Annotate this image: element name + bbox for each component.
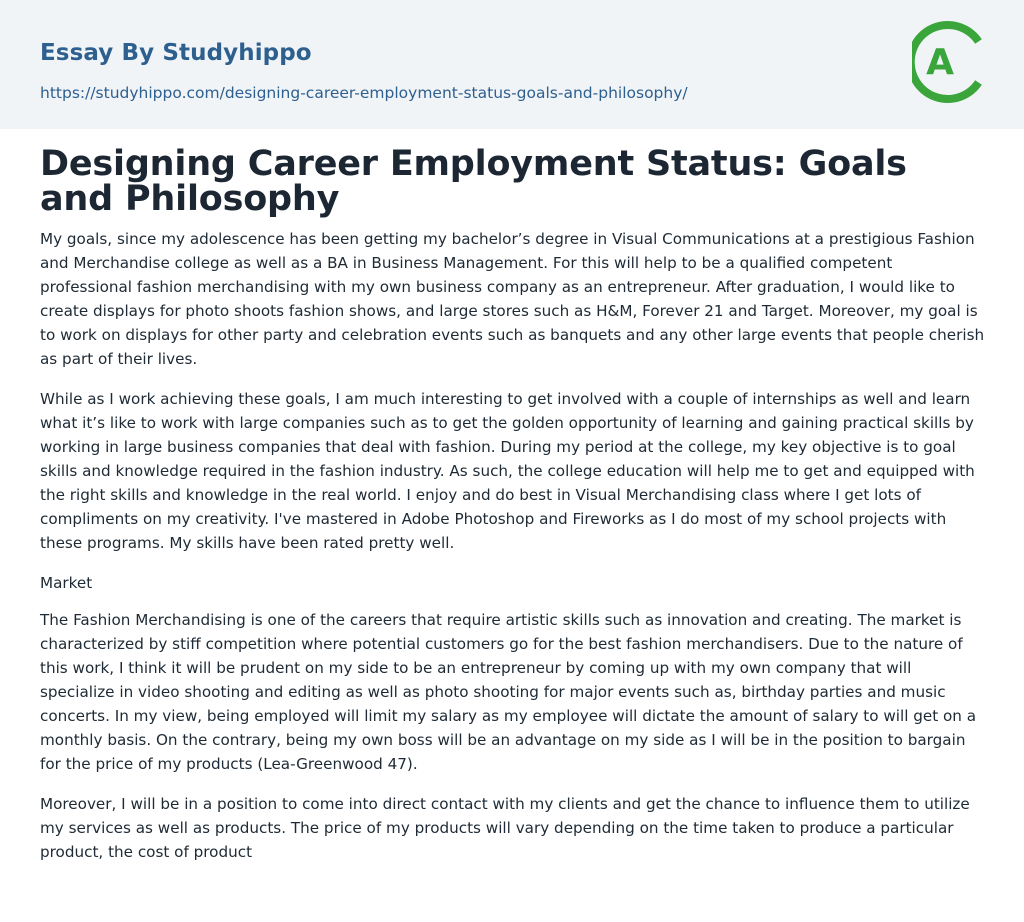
section-heading-market: Market — [40, 574, 93, 592]
studyhippo-logo-icon[interactable] — [912, 18, 988, 106]
article-paragraph: My goals, since my adolescence has been getting my bachelor’s degree in Visual Communications at a prestigious Fashion and Merchandise college as well as a BA in Business Management. For this will help to be a qualified competent professional fashion merchandising with my own business company as an entrepreneur. After graduation, I would like to create displays for photo shoots fashion shows, and large stores such as H&M, Forever 21 and Target. Moreover, my goal is to work on displays for other party and celebration events such as banquets and any other large events that people cherish as part of their lives. — [40, 230, 985, 368]
article-paragraph: The Fashion Merchandising is one of the careers that require artistic skills such as innovation and creating. The market is characterized by stiff competition where potential customers go for the best fashion merchandisers. Due to the nature of this work, I think it will be prudent on my side to be an entrepreneur by coming up with my own company that will specialize in video shooting and editing as well as photo shooting for major events such as, birthday parties and music concerts. In my view, being employed will limit my salary as my employee will dictate the amount of salary to will get on a monthly basis. On the contrary, being my own boss will be an advantage on my side as I will be in the position to bargain for the price of my products (Lea-Greenwood 47). — [40, 611, 977, 773]
article-title: Designing Career Employment Status: Goals and Philosophy — [40, 144, 907, 219]
site-brand[interactable]: Essay By Studyhippo — [40, 40, 312, 66]
page-header — [0, 0, 1024, 129]
article-paragraph: While as I work achieving these goals, I am much interesting to get involved with a couple of internships as well and learn what it’s like to work with large companies such as to get the golden opportunity of learning and gaining practical skills by working in large business companies that deal with fashion. During my period at the college, my key objective is to goal skills and knowledge required in the fashion industry. As such, the college education will help me to get and equipped with the right skills and knowledge in the real world. I enjoy and do best in Visual Merchandising class where I get lots of compliments on my creativity. I've mastered in Adobe Photoshop and Fireworks as I do most of my school projects with these programs. My skills have been rated pretty well. — [40, 390, 975, 552]
logo-letter: A — [926, 42, 954, 83]
article-body — [40, 144, 988, 880]
article-paragraph: Moreover, I will be in a position to come into direct contact with my clients and get the chance to influence them to utilize my services as well as products. The price of my products will vary depending on the time taken to produce a particular product, the cost of product — [40, 795, 970, 861]
essay-url-link[interactable]: https://studyhippo.com/designing-career-employment-status-goals-and-philosophy/ — [40, 84, 688, 102]
